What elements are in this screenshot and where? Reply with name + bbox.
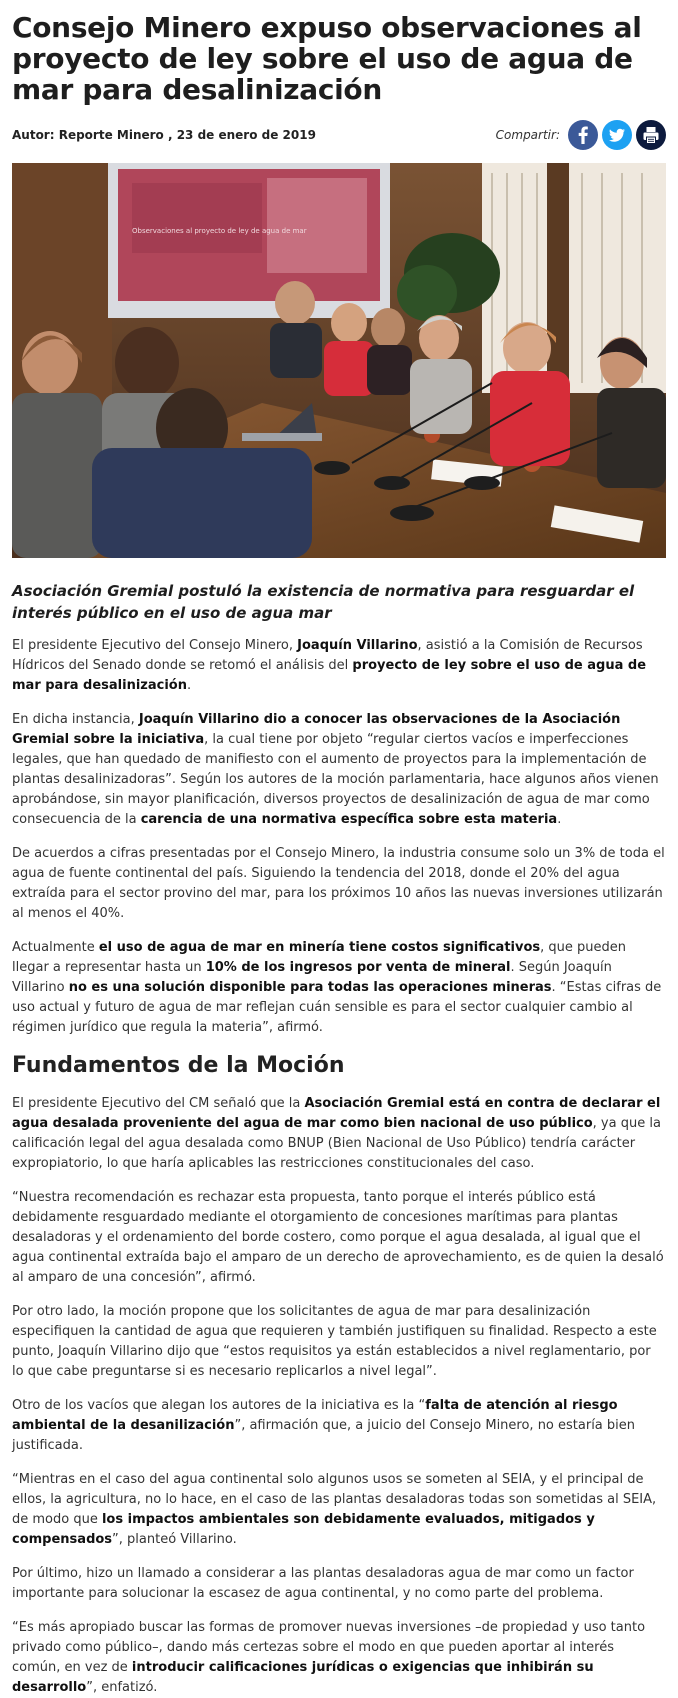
article-meta bbox=[12, 115, 666, 155]
text-run: El presidente Ejecutivo del CM señaló que la bbox=[12, 1096, 305, 1111]
text-run: “Es más apropiado buscar las formas de promover nuevas inversiones –de propiedad y uso tanto privado como público–, dando más certezas sobre el modo en que pueden aportar al interés común, en vez de bbox=[12, 1620, 646, 1675]
text-run: . Según Joaquín Villarino bbox=[12, 960, 612, 995]
article-paragraph bbox=[12, 1470, 666, 1550]
text-run: . “Estas cifras de uso actual y futuro de agua de mar reflejan cuán sensible es para el sector cualquier cambio al régimen jurídico que regula la materia”, afirmó. bbox=[12, 980, 662, 1035]
article-paragraph bbox=[12, 1302, 666, 1382]
text-run: , la cual tiene por objeto “regular ciertos vacíos e imperfecciones legales, que han quedado de manifiesto con el aumento de proyectos para la implementación de plantas desalinizadoras”. Según los autores de la moción parlamentaria, hace algunos años vienen aprobándose, sin mayor planificación, diversos proyectos de desalinización de agua de mar como consecuencia de la bbox=[12, 732, 659, 827]
text-run: . bbox=[187, 678, 192, 693]
text-run: Actualmente bbox=[12, 940, 99, 955]
article-lead: Asociación Gremial postuló la existencia de normativa para resguardar el interés público en el uso de agua mar bbox=[12, 582, 635, 622]
article-photo bbox=[12, 163, 666, 558]
text-run: , ya que la calificación legal del agua desalada como BNUP (Bien Nacional de Uso Público) tendría carácter expropiatorio, lo que haría aplicables las restricciones constitucionales del caso. bbox=[12, 1116, 661, 1171]
text-run: , que pueden llegar a representar hasta un bbox=[12, 940, 627, 975]
text-run: El presidente Ejecutivo del Consejo Minero, bbox=[12, 638, 298, 653]
bold-text: no es una solución disponible para todas las operaciones mineras bbox=[68, 980, 552, 995]
share-bar bbox=[496, 120, 666, 150]
facebook-icon bbox=[568, 120, 598, 150]
article-paragraph bbox=[12, 1396, 666, 1456]
article-paragraph bbox=[12, 1618, 666, 1698]
text-run: Por último, hizo un llamado a considerar a las plantas desaladoras agua de mar como un factor importante para solucionar la escasez de agua continental, y no como parte del problema. bbox=[12, 1566, 634, 1601]
bold-text: Joaquín Villarino dio a conocer las observaciones de la Asociación Gremial sobre la iniciativa bbox=[12, 712, 621, 747]
text-run: En dicha instancia, bbox=[12, 712, 139, 727]
text-run: ”, enfatizó. bbox=[86, 1680, 158, 1695]
bold-text: Joaquín Villarino bbox=[297, 638, 418, 653]
text-run: Por otro lado, la moción propone que los solicitantes de agua de mar para desalinización especifiquen la cantidad de agua que requieren y también justifiquen su finalidad. Respecto a este punto, Joaquín Villarino dijo que “estos requisitos ya están establecidos a nivel reglamentario, por lo que cabe preguntarse si es necesario replicarlos a nivel legal”. bbox=[12, 1304, 657, 1379]
bold-text: Asociación Gremial está en contra de declarar el agua desalada proveniente del agua de mar como bien nacional de uso público bbox=[12, 1096, 661, 1131]
article-paragraph bbox=[12, 1564, 666, 1604]
article-paragraph bbox=[12, 938, 666, 1038]
facebook-share-button[interactable] bbox=[568, 120, 598, 150]
bold-text: introducir calificaciones jurídicas o exigencias que inhibirán su desarrollo bbox=[12, 1660, 594, 1695]
byline: Autor: Reporte Minero , 23 de enero de 2019 bbox=[12, 128, 316, 142]
twitter-icon bbox=[602, 120, 632, 150]
bold-text: 10% de los ingresos por venta de mineral bbox=[205, 960, 511, 975]
twitter-share-button[interactable] bbox=[602, 120, 632, 150]
share-label: Compartir: bbox=[495, 128, 560, 142]
bold-text: proyecto de ley sobre el uso de agua de mar para desalinización bbox=[12, 658, 647, 693]
bold-text: carencia de una normativa específica sobre esta materia bbox=[140, 812, 558, 827]
article-body bbox=[12, 636, 666, 1038]
text-run: De acuerdos a cifras presentadas por el Consejo Minero, la industria consume solo un 3% de toda el agua de fuente continental del país. Siguiendo la tendencia del 2018, donde el 20% del agua extraída para el sector provino del mar, para los próximos 10 años las nuevas inversiones utilizarán al menos el 40%. bbox=[12, 846, 665, 921]
text-run: “Mientras en el caso del agua continental solo algunos usos se someten al SEIA, y el principal de ellos, la agricultura, no lo hace, en el caso de las plantas desaladoras todas son sometidas al SEIA, de modo que bbox=[12, 1472, 657, 1527]
bold-text: los impactos ambientales son debidamente evaluados, mitigados y compensados bbox=[12, 1512, 595, 1547]
text-run: . bbox=[557, 812, 562, 827]
text-run: Otro de los vacíos que alegan los autores de la iniciativa es la “ bbox=[12, 1398, 426, 1413]
article-paragraph bbox=[12, 1094, 666, 1174]
screen-text: Observaciones al proyecto de ley de agua de mar bbox=[132, 227, 307, 235]
article-paragraph bbox=[12, 710, 666, 830]
text-run: “Nuestra recomendación es rechazar esta propuesta, tanto porque el interés público está debidamente resguardado mediante el otorgamiento de concesiones marítimas para plantas desaladoras y el ordenamiento del borde costero, como porque el agua desalada, al igual que el agua continental extraída bajo el amparo de un derecho de aprovechamiento, es de quien la desaló al amparo de una concesión”, afirmó. bbox=[12, 1190, 664, 1285]
text-run: , asistió a la Comisión de Recursos Hídricos del Senado donde se retomó el análisis del bbox=[12, 638, 643, 673]
print-button[interactable] bbox=[636, 120, 666, 150]
article-title: Consejo Minero expuso observaciones al proyecto de ley sobre el uso de agua de mar para desalinización bbox=[12, 11, 642, 106]
text-run: ”, planteó Villarino. bbox=[112, 1532, 237, 1547]
bold-text: falta de atención al riesgo ambiental de la desanilización bbox=[12, 1398, 618, 1433]
bold-text: el uso de agua de mar en minería tiene costos significativos bbox=[98, 940, 541, 955]
article-paragraph bbox=[12, 844, 666, 924]
print-icon bbox=[636, 120, 666, 150]
article-paragraph bbox=[12, 636, 666, 696]
section-heading: Fundamentos de la Moción bbox=[12, 1053, 345, 1078]
text-run: ”, afirmación que, a juicio del Consejo Minero, no estaría bien justificada. bbox=[12, 1418, 636, 1453]
article-body-section-2 bbox=[12, 1094, 666, 1698]
article-paragraph bbox=[12, 1188, 666, 1288]
